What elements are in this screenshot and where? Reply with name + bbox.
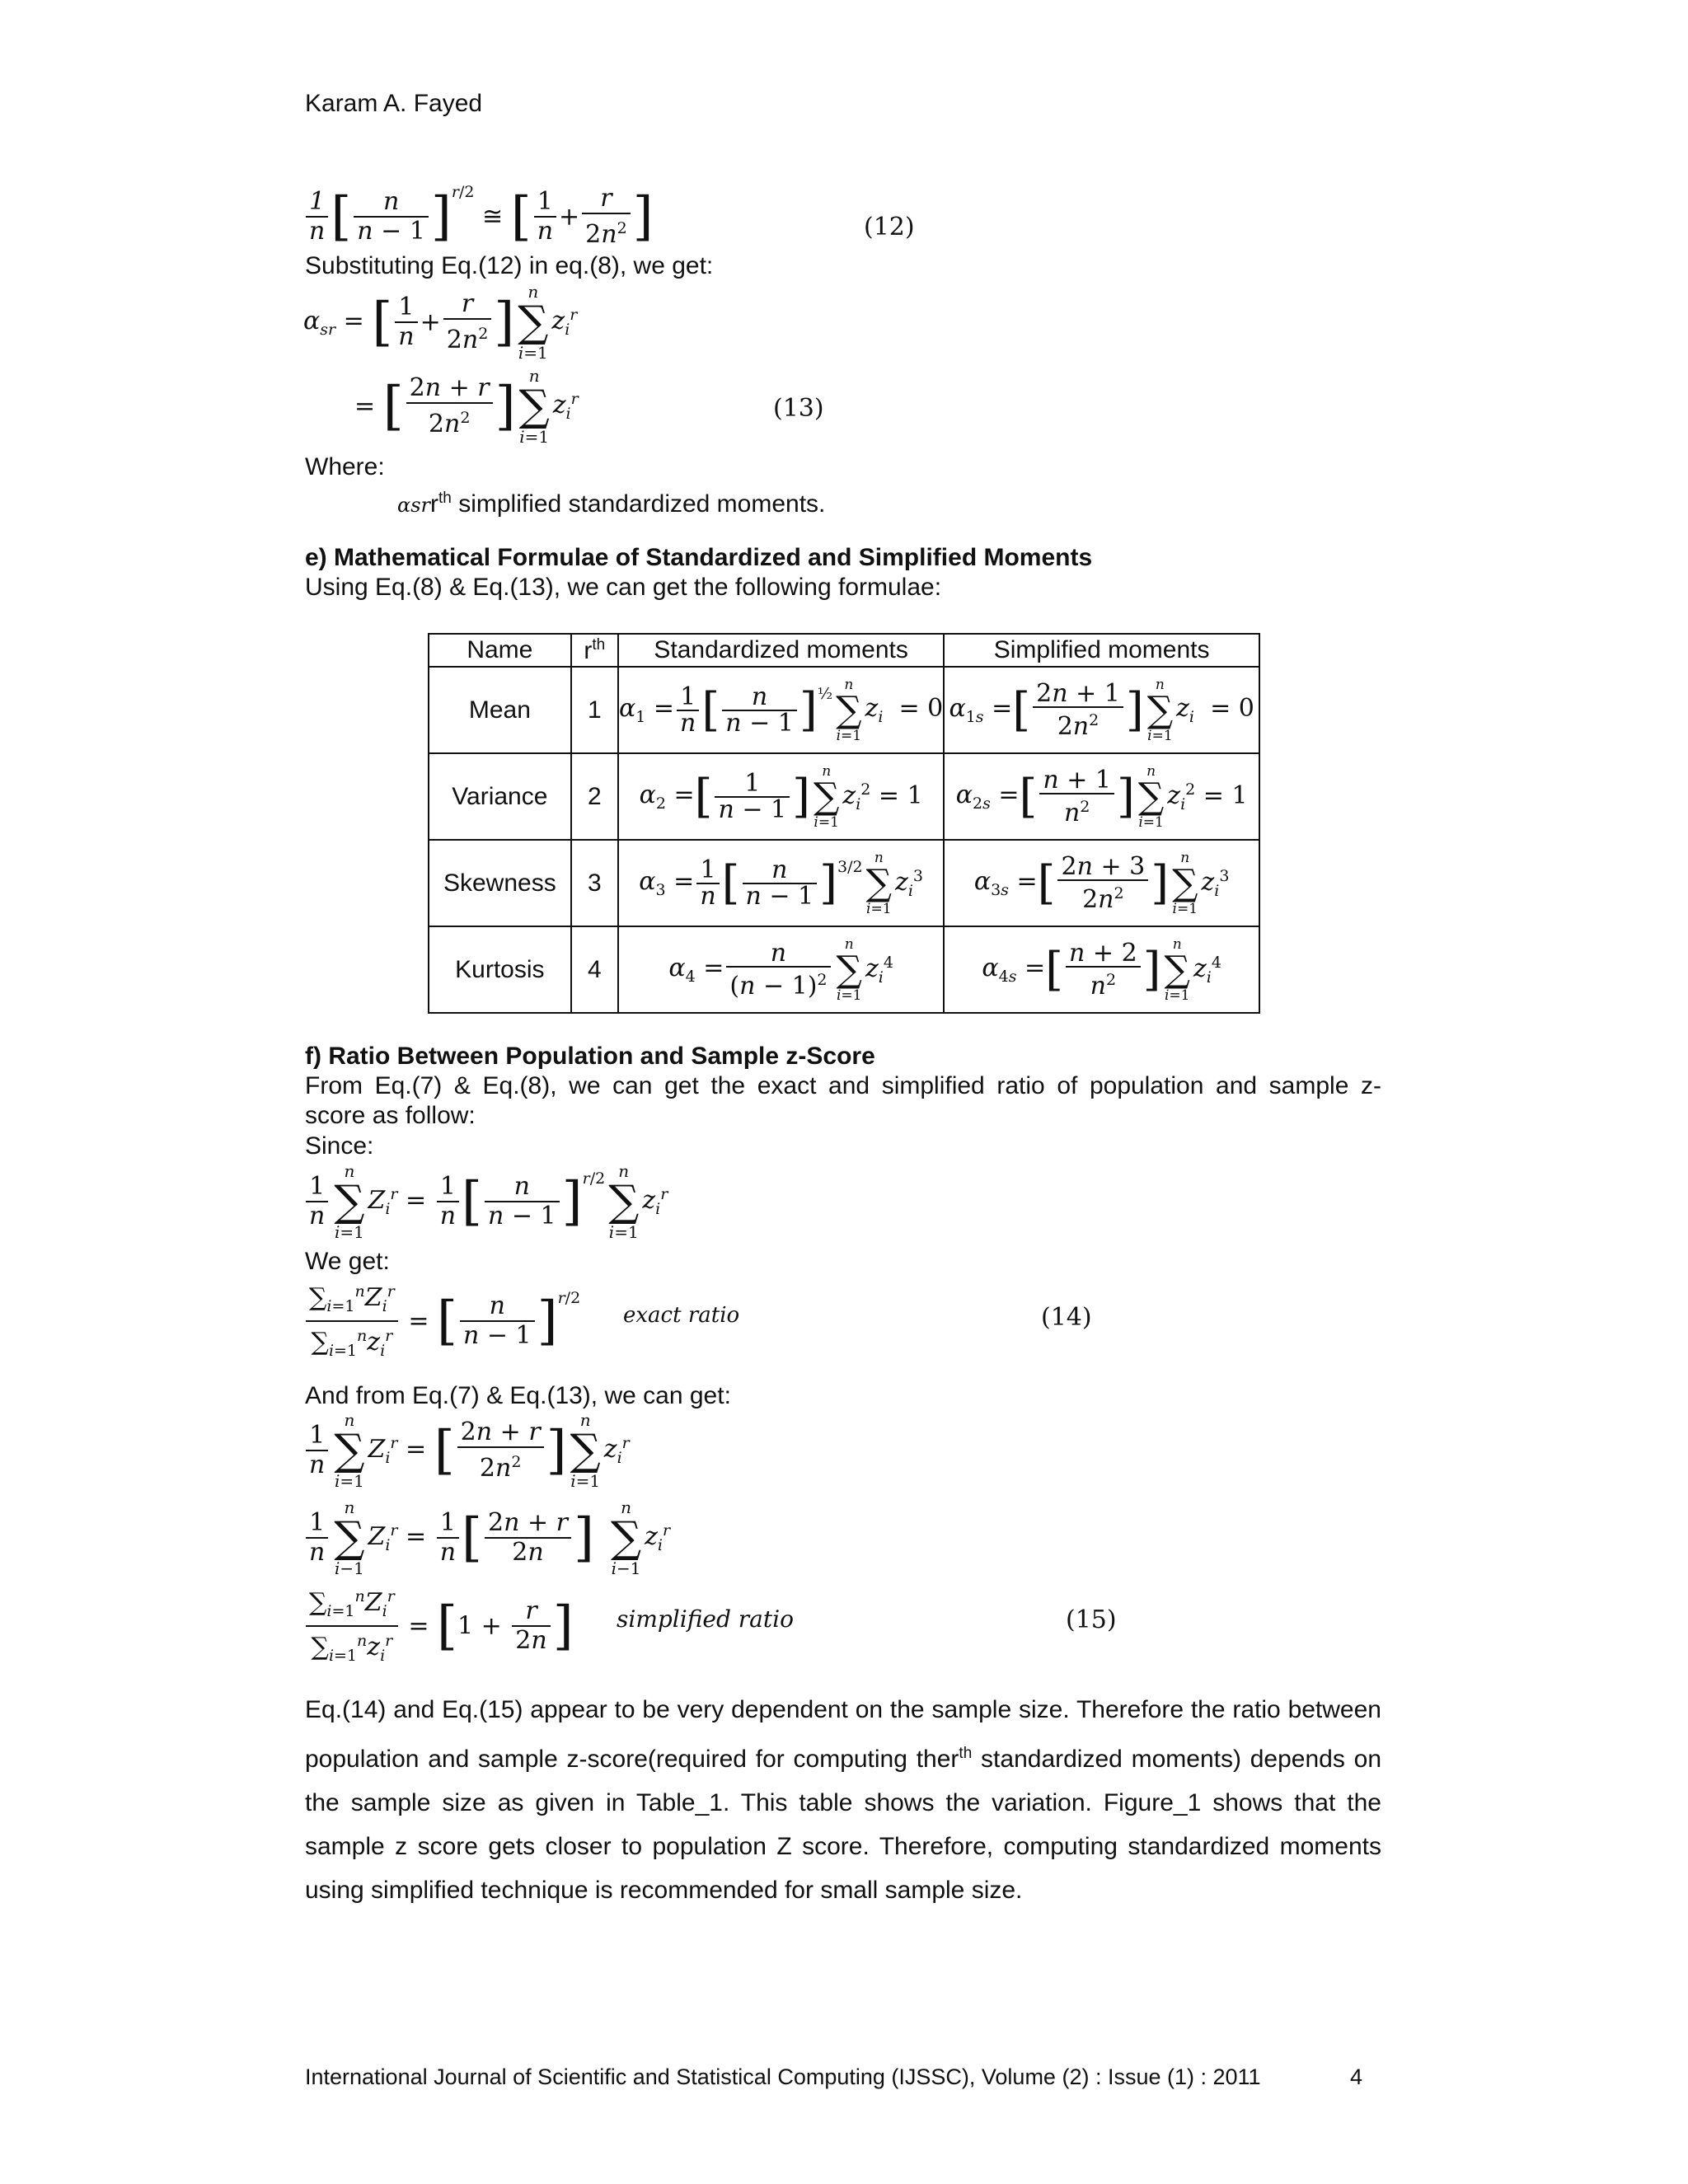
section-f-heading: f) Ratio Between Population and Sample z-Score bbox=[305, 1043, 875, 1070]
header-name: Name bbox=[429, 634, 571, 667]
exact-ratio-label: exact ratio bbox=[623, 1303, 740, 1328]
row-name: Mean bbox=[429, 667, 571, 753]
running-header: Karam A. Fayed bbox=[305, 90, 483, 117]
equation-since: $\frac{1}{n}$ n ∑ i=1 $Z_i^r$ = $\frac{1}{n}$ [ $\frac{n}{n - 1}$ ]$^{r/2}$ n ∑ i=1 $z_i^r$ bbox=[303, 1162, 668, 1241]
eq14-number: (14) bbox=[1041, 1303, 1092, 1332]
text-we-get: We get: bbox=[305, 1248, 390, 1275]
table-row bbox=[429, 667, 1259, 753]
equation-15a: $\frac{1}{n}$ n ∑ i=1 $Z_i^r$ = [ $\frac{2n + r}{2n^2}$ ] n ∑ i=1 $z_i^r$ bbox=[303, 1411, 630, 1490]
text-and-from: And from Eq.(7) & Eq.(13), we can get: bbox=[305, 1382, 731, 1409]
section-e-intro: Using Eq.(8) & Eq.(13), we can get the following formulae: bbox=[305, 574, 942, 601]
header-simplified: Simplified moments bbox=[944, 634, 1259, 667]
formula-table bbox=[428, 633, 1260, 1014]
table-header-row bbox=[429, 634, 1259, 667]
eq12-number: (12) bbox=[864, 213, 915, 241]
formula-simplified-kurtosis: $\alpha_{4s}$ =[ $\frac{n + 2}{n^2}$ ] n ∑ i=1 $z_i^4$ bbox=[944, 926, 1259, 1013]
footer-journal: International Journal of Scientific and Statistical Computing (IJSSC), Volume (2) : Issue (1) : 2011 bbox=[305, 2064, 1261, 2089]
formula-standardized-variance: $\alpha_2$ =[ $\frac{1}{n - 1}$ ] n ∑ i=1 $z_i^2 = 1$ bbox=[618, 753, 944, 840]
row-r: 1 bbox=[571, 667, 618, 753]
equation-14: $\frac{\sum_{i=1}^nZ_i^r}{\sum_{i=1}^nz_i^r}$ = [ $\frac{n}{n - 1}$ ]$^{r/2}$ bbox=[303, 1277, 580, 1365]
formula-standardized-mean: $\alpha_1$ = $\frac{1}{n}$ [ $\frac{n}{n - 1}$ ]$^{\frac{1}{2}}$ n ∑ i=1 $z_i = 0$ bbox=[618, 667, 944, 753]
header-r: $r^{th}$ bbox=[571, 634, 618, 667]
formula-simplified-mean: $\alpha_{1s}$ =[ $\frac{2n + 1}{2n^2}$ ] n ∑ i=1 $z_i = 0$ bbox=[944, 667, 1259, 753]
table-row bbox=[429, 753, 1259, 840]
row-name: Kurtosis bbox=[429, 926, 571, 1013]
text-where: Where: bbox=[305, 453, 385, 480]
equation-15b: $\frac{1}{n}$ n ∑ i−1 $Z_i^r$ = $\frac{1}{n}$ [ $\frac{2n + r}{2n}$ ] n ∑ i−1 $z_i^r$ bbox=[303, 1498, 670, 1577]
section-f-intro-line1: From Eq.(7) & Eq.(8), we can get the exact and simplified ratio of population and sample z- bbox=[305, 1072, 1381, 1099]
header-standardized: Standardized moments bbox=[618, 634, 944, 667]
where-definition: αsrr$^{th}$ simplified standardized moments. bbox=[397, 490, 826, 518]
body-paragraph: Eq.(14) and Eq.(15) appear to be very dependent on the sample size. Therefore the ratio between population and sample z-score(required for computing ther$^{th}$ standardized moments) depends on the sample size as given in Table_1. This table shows the variation. Figure_1 shows that the sample z score gets closer to population Z score. Therefore, computing standardized moments using simplified technique is recommended for small sample size. bbox=[305, 1696, 1382, 1904]
equation-13b: = [ $\frac{2n + r}{2n^2}$ ] n ∑ i=1 $z_i^r$ bbox=[354, 366, 579, 447]
text-since: Since: bbox=[305, 1132, 374, 1160]
eq15-number: (15) bbox=[1066, 1605, 1117, 1634]
section-e-heading: e) Mathematical Formulae of Standardized and Simplified Moments bbox=[305, 544, 1093, 571]
formula-standardized-kurtosis: $\alpha_4$ = $\frac{n}{(n - 1)^2}$ n ∑ i=1 $z_i^4$ bbox=[618, 926, 944, 1013]
formula-simplified-variance: $\alpha_{2s}$ =[ $\frac{n + 1}{n^2}$ ] n ∑ i=1 $z_i^2 = 1$ bbox=[944, 753, 1259, 840]
table-row bbox=[429, 926, 1259, 1013]
section-f-intro-line2: score as follow: bbox=[305, 1102, 476, 1129]
table-row bbox=[429, 840, 1259, 926]
formula-standardized-skewness: $\alpha_3$ = $\frac{1}{n}$ [ $\frac{n}{n - 1}$ ]$^{3/2}$ n ∑ i=1 $z_i^3$ bbox=[618, 840, 944, 926]
formula-simplified-skewness: $\alpha_{3s}$ =[ $\frac{2n + 3}{2n^2}$ ] n ∑ i=1 $z_i^3$ bbox=[944, 840, 1259, 926]
text-substituting: Substituting Eq.(12) in eq.(8), we get: bbox=[305, 252, 714, 279]
row-name: Skewness bbox=[429, 840, 571, 926]
simplified-ratio-label: simplified ratio bbox=[617, 1605, 794, 1633]
equation-12: $\frac{1}{n}$ [ $\frac{n}{n - 1}$ ]$^{r/2}$ ≅ [ $\frac{1}{n}$ + $\frac{r}{2n^2}$ ] bbox=[303, 183, 654, 249]
row-name: Variance bbox=[429, 753, 571, 840]
equation-15c: $\frac{\sum_{i=1}^nZ_i^r}{\sum_{i=1}^nz_i^r}$ = [1 + $\frac{r}{2n}$ ] bbox=[303, 1582, 574, 1670]
page-number: 4 bbox=[1350, 2064, 1363, 2089]
row-r: 4 bbox=[571, 926, 618, 1013]
eq13-number: (13) bbox=[773, 394, 824, 423]
equation-13a: $\alpha_{sr}$ = [ $\frac{1}{n}$ + $\frac{r}{2n^2}$ ] n ∑ i=1 $z_i^r$ bbox=[303, 282, 578, 363]
row-r: 3 bbox=[571, 840, 618, 926]
row-r: 2 bbox=[571, 753, 618, 840]
